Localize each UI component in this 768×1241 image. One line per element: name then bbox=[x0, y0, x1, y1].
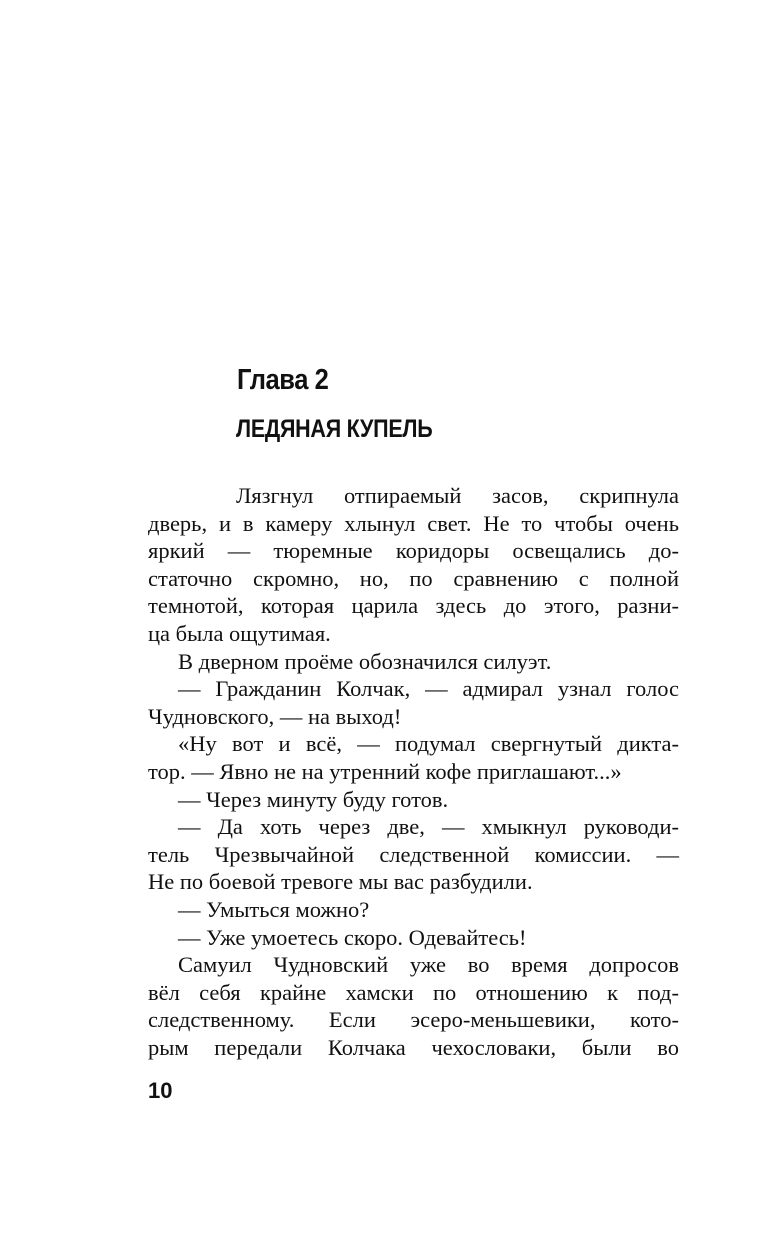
text-line: Лязгнул отпираемый засов, скрипнула bbox=[236, 483, 679, 508]
chapter-title: ЛЕДЯНАЯ КУПЕЛЬ bbox=[236, 415, 433, 443]
text-line: статочно скромно, но, по сравнению с полной bbox=[148, 565, 679, 591]
text-line: тель Чрезвычайной следственной комиссии. — bbox=[148, 841, 679, 867]
text-line: вёл себя крайне хамски по отношению к под- bbox=[148, 979, 679, 1005]
text-line: — Через минуту буду готов. bbox=[178, 786, 449, 812]
text-line: яркий — тюремные коридоры освещались до- bbox=[148, 538, 679, 564]
text-line: В дверном проёме обозначился силуэт. bbox=[178, 648, 552, 674]
text-line: — Да хоть через две, — хмыкнул руководи- bbox=[178, 814, 679, 840]
text-line: — Гражданин Колчак, — адмирал узнал голос bbox=[178, 676, 679, 702]
text-line: дверь, и в камеру хлынул свет. Не то чтобы очень bbox=[148, 510, 679, 536]
text-line: ца была ощутимая. bbox=[148, 620, 331, 646]
text-line: Не по боевой тревоге мы вас разбудили. bbox=[148, 869, 533, 895]
text-line: тор. — Явно не на утренний кофе приглашают...» bbox=[148, 758, 622, 784]
text-line: — Уже умоетесь скоро. Одевайтесь! bbox=[178, 924, 527, 950]
text-line: рым передали Колчака чехословаки, были во bbox=[148, 1034, 679, 1060]
text-line: Чудновского, — на выход! bbox=[148, 703, 402, 729]
text-line: «Ну вот и всё, — подумал свергнутый дикта- bbox=[178, 731, 679, 757]
page-number: 10 bbox=[148, 1078, 173, 1103]
text-line: следственному. Если эсеро-меньшевики, кото- bbox=[148, 1007, 679, 1033]
text-line: — Умыться можно? bbox=[178, 896, 370, 922]
chapter-number: Глава 2 bbox=[237, 364, 329, 396]
text-line: Самуил Чудновский уже во время допросов bbox=[178, 952, 679, 978]
text-line: темнотой, которая царила здесь до этого, разни- bbox=[148, 593, 679, 619]
chapter-body-text bbox=[148, 482, 679, 1061]
